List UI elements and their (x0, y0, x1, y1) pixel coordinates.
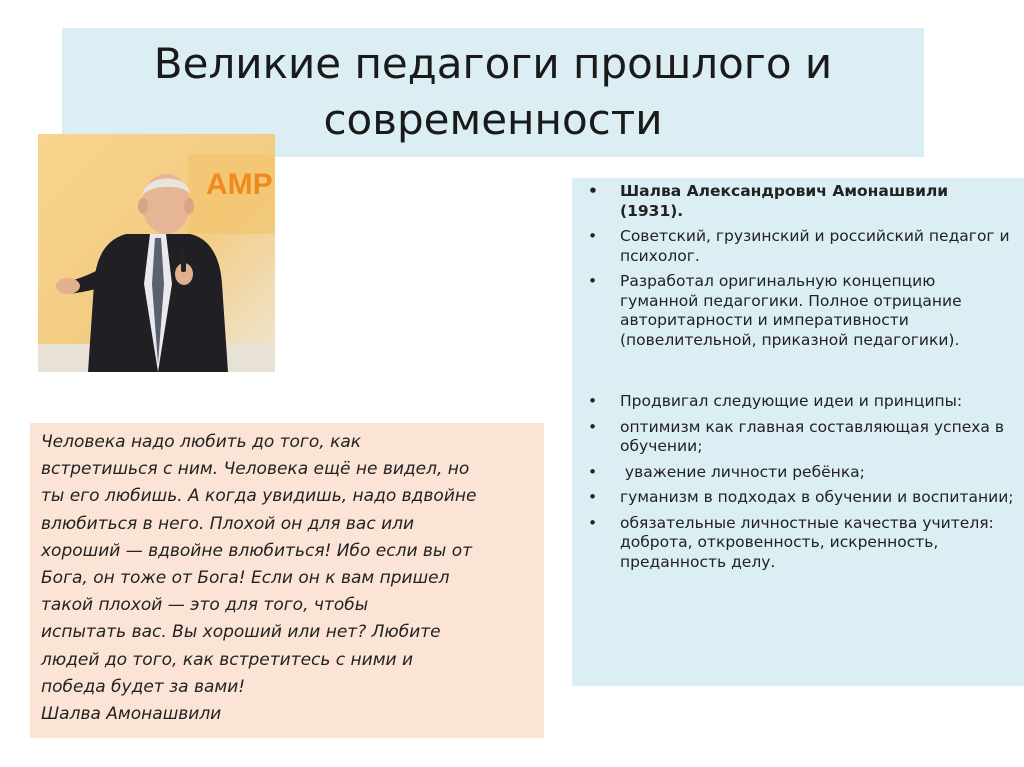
bio-item-respect: • уважение личности ребёнка; (586, 463, 1016, 483)
quote-line: ты его любишь. А когда увидишь, надо вдвойне (41, 486, 477, 507)
quote-line: встретишься с ним. Человека ещё не видел, но (41, 459, 470, 480)
bio-item-principles-heading: • Продвигал следующие идеи и принципы: (586, 392, 1016, 412)
quote-line: такой плохой — это для того, чтобы (41, 595, 369, 616)
quote-line: влюбиться в него. Плохой он для вас или (41, 513, 415, 534)
quote-line: испытать вас. Вы хороший или нет? Любите (41, 622, 441, 643)
bio-item-concept: • Разработал оригинальную концепцию гуманной педагогики. Полное отрицание авторитарности и императивности (повелительной, приказной педагогики). (586, 272, 1016, 350)
quote-text (41, 429, 536, 728)
bio-item-profession: • Советский, грузинский и российский педагог и психолог. (586, 227, 1016, 266)
quote-line: хороший — вдвойне влюбиться! Ибо если вы от (41, 540, 473, 561)
quote-line: победа будет за вами! (41, 676, 246, 697)
slide-title (62, 36, 924, 148)
slide-title-line-2: современности (323, 95, 663, 144)
bio-item-teacher-qualities: • обязательные личностные качества учителя: доброта, откровенность, искренность, преданность делу. (586, 514, 1016, 573)
quote-author: Шалва Амонашвили (41, 704, 222, 725)
bio-item-name: • Шалва Александрович Амонашвили (1931). (586, 182, 1016, 221)
quote-line: Человека надо любить до того, как (41, 432, 362, 452)
bio-list (586, 182, 1016, 578)
portrait-photo (38, 134, 275, 372)
portrait-illustration (38, 134, 275, 372)
bio-item-humanism: • гуманизм в подходах в обучении и воспитании; (586, 488, 1016, 508)
slide-title-line-1: Великие педагоги прошлого и (153, 39, 833, 88)
quote-line: Бога, он тоже от Бога! Если он к вам пришел (41, 568, 450, 589)
quote-line: людей до того, как встретитесь с ними и (41, 649, 414, 670)
bio-item-optimism: • оптимизм как главная составляющая успеха в обучении; (586, 418, 1016, 457)
banner-sign-text: AMP (206, 168, 273, 201)
